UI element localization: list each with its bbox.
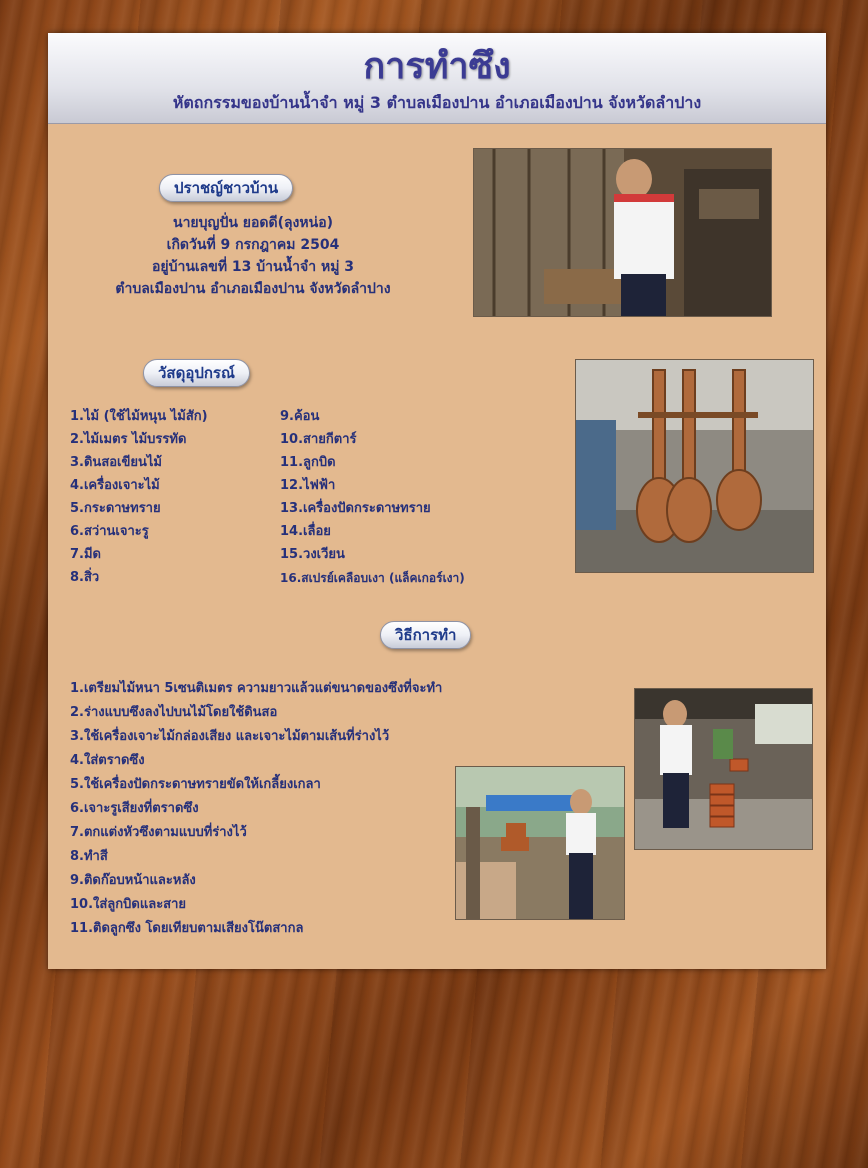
material-item: 6.สว่านเจาะรู: [70, 524, 149, 539]
material-item: 15.วงเวียน: [280, 547, 345, 562]
material-item: 10.สายกีตาร์: [280, 432, 357, 447]
material-item: 14.เลื่อย: [280, 524, 331, 539]
header-banner: [48, 33, 826, 124]
material-item: 5.กระดาษทราย: [70, 501, 161, 516]
instruments-photo: [575, 359, 814, 573]
sage-heading: ปราชญ์ชาวบ้าน: [159, 174, 293, 202]
method-step: 4.ใส่ตราดซึง: [70, 753, 145, 768]
method-step: 3.ใช้เครื่องเจาะไม้กล่องเสียง และเจาะไม้ตามเส้นที่ร่างไว้: [70, 729, 390, 744]
material-item: 4.เครื่องเจาะไม้: [70, 478, 160, 493]
method-step: 8.ทำสี: [70, 849, 108, 864]
method-heading: วิธีการทำ: [380, 621, 471, 649]
page-title: การทำซึง: [363, 46, 511, 87]
materials-heading: วัสดุอุปกรณ์: [143, 359, 250, 387]
poster: [48, 33, 826, 969]
method-step: 9.ติดก๊อบหน้าและหลัง: [70, 873, 196, 888]
sage-birthdate: เกิดวันที่ 9 กรกฎาคม 2504: [166, 237, 340, 253]
method-step: 5.ใช้เครื่องปัดกระดาษทรายขัดให้เกลี้ยงเกลา: [70, 777, 321, 792]
page-subtitle: หัตถกรรมของบ้านน้ำจำ หมู่ 3 ตำบลเมืองปาน อำเภอเมืองปาน จังหวัดลำปาง: [172, 93, 702, 112]
sage-name: นายบุญปั่น ยอดดี(ลุงหน่อ): [173, 215, 333, 231]
material-item: 13.เครื่องปัดกระดาษทราย: [280, 501, 431, 516]
method-step: 2.ร่างแบบซึงลงไปบนไม้โดยใช้ดินสอ: [70, 705, 278, 720]
material-item: 11.ลูกบิด: [280, 455, 336, 470]
material-item: 2.ไม้เมตร ไม้บรรทัด: [70, 432, 187, 447]
sage-photo: [473, 148, 772, 317]
method-step: 11.ติดลูกซึง โดยเทียบตามเสียงโน๊ตสากล: [70, 921, 304, 936]
method-step: 1.เตรียมไม้หนา 5เซนติเมตร ความยาวแล้วแต่ขนาดของซึงที่จะทำ: [70, 681, 443, 696]
method-step: 6.เจาะรูเสียงที่ตราดซึง: [70, 801, 199, 816]
method-step: 10.ใส่ลูกบิดและสาย: [70, 897, 187, 912]
sage-district: ตำบลเมืองปาน อำเภอเมืองปาน จังหวัดลำปาง: [115, 281, 391, 297]
material-item: 1.ไม้ (ใช้ไม้หนุน ไม้สัก): [70, 409, 208, 424]
carving-photo: [455, 766, 625, 920]
material-item: 7.มีด: [70, 547, 101, 562]
material-item: 12.ไฟฟ้า: [280, 478, 336, 493]
material-item: 8.สิ่ว: [70, 570, 100, 585]
material-item: 9.ค้อน: [280, 409, 320, 424]
method-step: 7.ตกแต่งหัวซึงตามแบบที่ร่างไว้: [70, 825, 247, 840]
material-item: 3.ดินสอเขียนไม้: [70, 455, 162, 470]
sage-address: อยู่บ้านเลขที่ 13 บ้านน้ำจำ หมู่ 3: [151, 259, 355, 275]
material-item: 16.สเปรย์เคลือบเงา (แล็คเกอร์เงา): [280, 571, 465, 585]
workshop-photo: [634, 688, 813, 850]
